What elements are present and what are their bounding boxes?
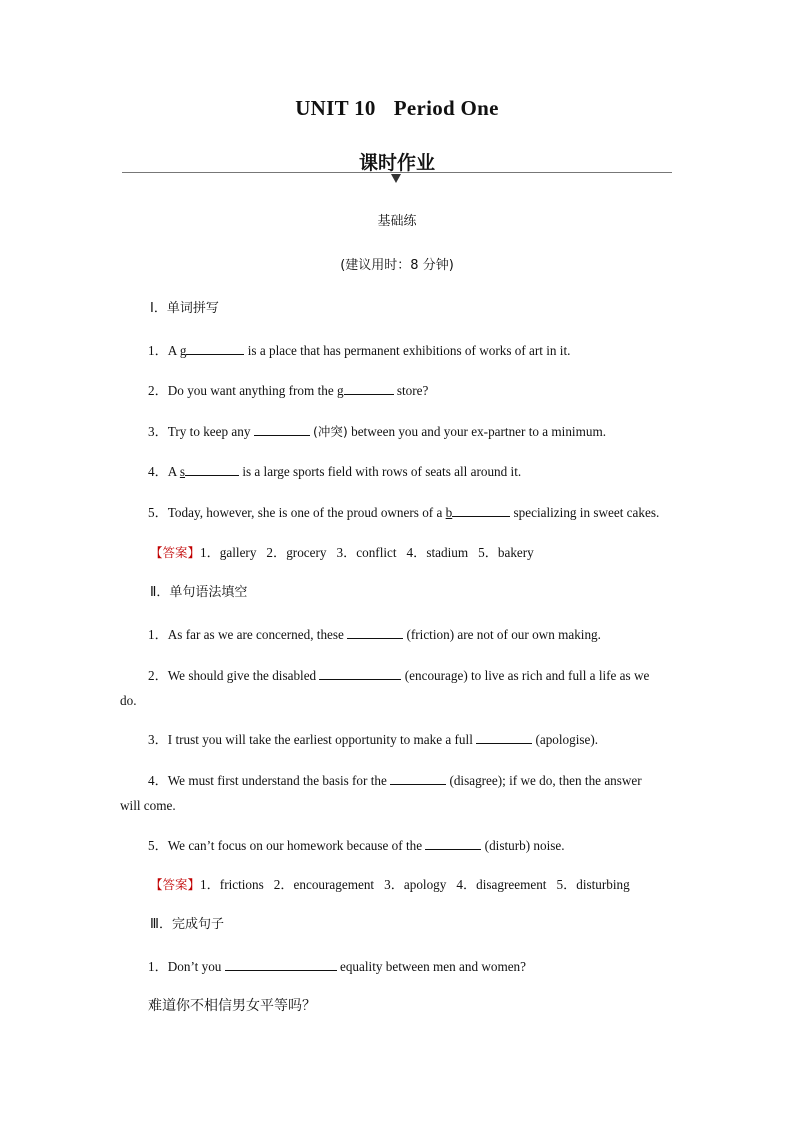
- part2-question-1: 1．As far as we are concerned, these (friction) are not of our own making.: [148, 627, 601, 642]
- level-label: 基础练: [377, 214, 417, 229]
- answer-blank[interactable]: [476, 731, 532, 744]
- part3-question-1-translation: 难道你不相信男女平等吗？: [148, 998, 316, 1014]
- part3-heading: Ⅲ．完成句子: [150, 917, 224, 932]
- part1-answers: 【答案】1．gallery 2．grocery 3．conflict 4．stadium 5．bakery: [150, 545, 534, 560]
- answer-blank[interactable]: [254, 423, 310, 436]
- answer-blank[interactable]: [185, 463, 239, 476]
- part2-question-3: 3．I trust you will take the earliest opportunity to make a full (apologise).: [148, 732, 599, 747]
- answer-blank[interactable]: [347, 626, 403, 639]
- answer-blank[interactable]: [390, 772, 446, 785]
- part2-question-2: 2．We should give the disabled (encourage) to live as rich and full a life as we: [148, 668, 650, 683]
- part2-answers: 【答案】1．frictions 2．encouragement 3．apology 4．disagreement 5．disturbing: [150, 877, 630, 892]
- answer-blank[interactable]: [319, 667, 401, 680]
- part2-question-2-cont: do.: [120, 693, 137, 708]
- period-label: Period One: [393, 96, 499, 120]
- answer-blank[interactable]: [344, 382, 394, 395]
- part1-question-3: 3．Try to keep any (冲突) between you and your ex-partner to a minimum.: [148, 424, 606, 439]
- part3-question-1: 1．Don’t you equality between men and women?: [148, 959, 527, 974]
- part1-question-4: 4．A s is a large sports field with rows of seats all around it.: [148, 464, 522, 479]
- part1-question-5: 5．Today, however, she is one of the proud owners of a b specializing in sweet cakes.: [148, 505, 660, 520]
- part2-question-5: 5．We can’t focus on our homework because of the (disturb) noise.: [148, 838, 565, 853]
- answer-blank[interactable]: [225, 958, 337, 971]
- answer-blank[interactable]: [425, 837, 481, 850]
- answer-blank[interactable]: [186, 342, 244, 355]
- divider-line: [122, 172, 672, 173]
- time-hint: (建议用时：8 分钟): [340, 258, 454, 273]
- unit-title: [0, 96, 794, 121]
- section-title: 课时作业: [358, 152, 435, 174]
- part1-question-2: 2．Do you want anything from the g store?: [148, 383, 429, 398]
- part2-question-4: 4．We must first understand the basis for the (disagree); if we do, then the answer: [148, 773, 642, 788]
- part2-heading: Ⅱ．单句语法填空: [150, 585, 248, 600]
- answer-blank[interactable]: [452, 504, 510, 517]
- part2-question-4-cont: will come.: [120, 798, 176, 813]
- part1-heading: Ⅰ．单词拼写: [150, 301, 219, 316]
- unit-label: UNIT 10: [295, 96, 376, 120]
- answer-tag: 【答案】: [150, 545, 201, 560]
- triangle-marker-icon: [391, 174, 401, 183]
- answer-tag: 【答案】: [150, 877, 201, 892]
- part1-question-1: 1．A g is a place that has permanent exhibitions of works of art in it.: [148, 343, 571, 358]
